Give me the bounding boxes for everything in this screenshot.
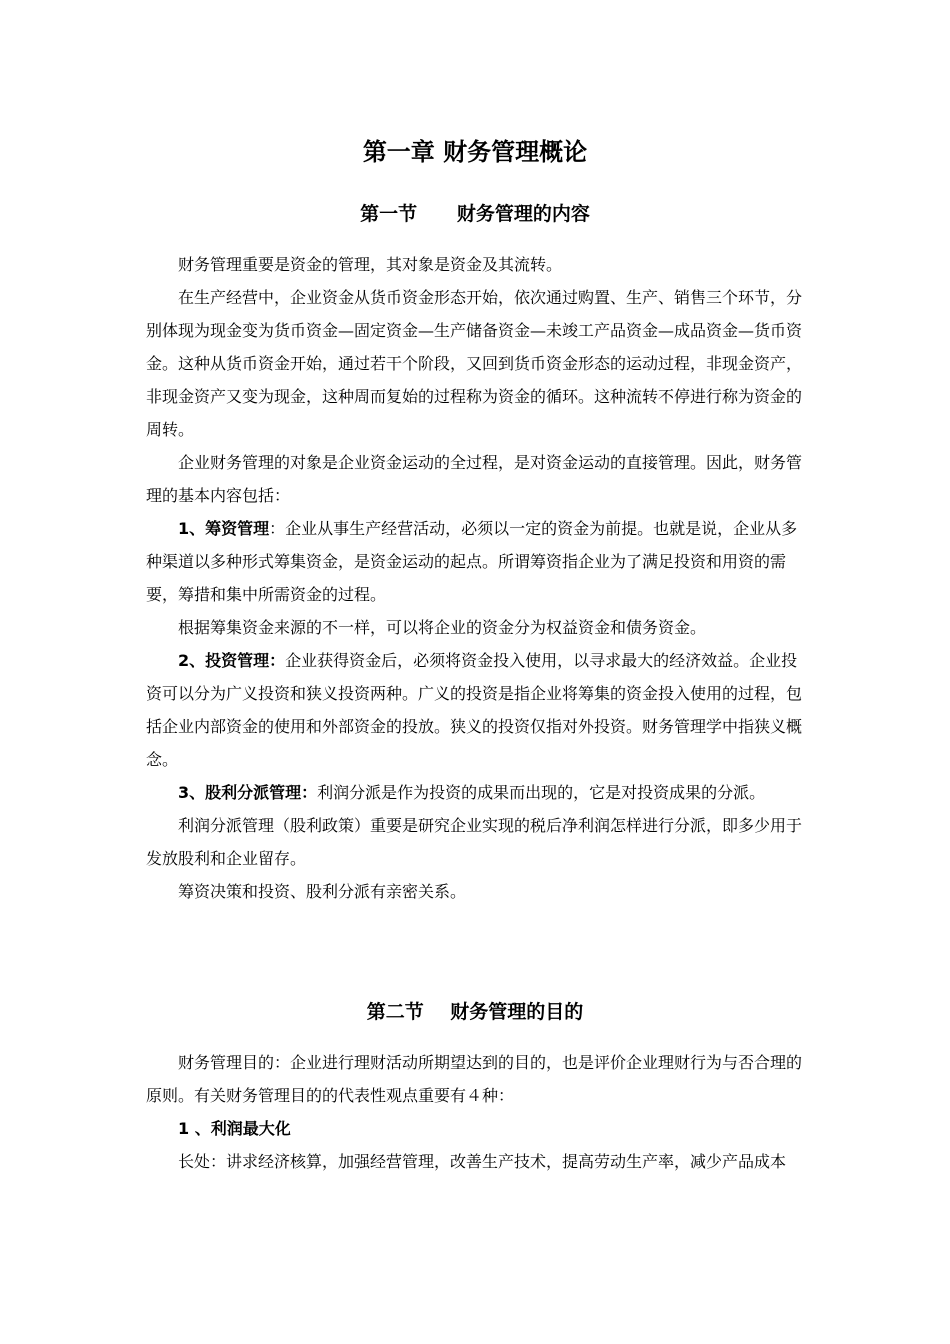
section2-title: 第二节 财务管理的目的: [366, 1001, 584, 1023]
section1-body: [146, 248, 810, 908]
paragraph: 利润分派管理（股利政策）重要是研究企业实现的税后净利润怎样进行分派，即多少用于发放股利和企业留存。: [146, 816, 803, 868]
definition-text-2: 有关财务管理目的的代表性观点重要有４种：: [194, 1086, 515, 1105]
definition-label: 财务管理目的: [178, 1053, 275, 1072]
paragraph: 在生产经营中，企业资金从货币资金形态开始，依次通过购置、生产、销售三个环节，分别体现为现金变为货币资金—固定资金—生产储备资金—未竣工产品资金—成品资金—货币资金。这种从货币资金开始，通过若干个阶段，又回到货币资金形态的运动过程，非现金资产，非现金资产又变为现金，这种周而复始的过程称为资金的循环。这种流转不停进行称为资金的周转。: [146, 288, 803, 439]
item-label: 1、筹资管理: [178, 519, 270, 538]
item-text: 企业获得资金后，必须将资金投入使用，以寻求最大的经济效益。企业投资可以分为广义投资和狭义投资两种。广义的投资是指企业将筹集的资金投入使用的过程，包括企业内部资金的使用和外部资金的投放。狭义的投资仅指对外投资。财务管理学中指狭义概念。: [146, 651, 803, 769]
section1-title: 第一节 财务管理的内容: [360, 203, 590, 225]
paragraph: 根据筹集资金来源的不一样，可以将企业的资金分为权益资金和债务资金。: [178, 618, 707, 637]
definition-text: ：企业进行理财活动所期望达到的目的，也是评价企业理财行为与否合理的原则。: [146, 1053, 803, 1105]
list-item-financing: [146, 512, 810, 611]
chapter-title: 第一章 财务管理概论: [362, 138, 588, 166]
item-label: 3、股利分派管理：: [178, 783, 318, 802]
section2-body: [146, 1046, 810, 1178]
list-item-dividend: [146, 776, 810, 809]
paragraph: 财务管理重要是资金的管理，其对象是资金及其流转。: [178, 255, 563, 274]
subheading-profit-max: 1 、利润最大化: [178, 1119, 291, 1138]
paragraph: 筹资决策和投资、股利分派有亲密关系。: [178, 882, 467, 901]
item-label: 2、投资管理：: [178, 651, 286, 670]
definition-paragraph: [146, 1046, 810, 1112]
item-text: ：企业从事生产经营活动，必须以一定的资金为前提。也就是说，企业从多种渠道以多种形式筹集资金，是资金运动的起点。所谓筹资指企业为了满足投资和用资的需要，筹措和集中所需资金的过程。: [146, 519, 798, 604]
item-text: 利润分派是作为投资的成果而出现的，它是对投资成果的分派。: [317, 783, 766, 802]
paragraph: 长处：讲求经济核算，加强经营管理，改善生产技术，提高劳动生产率，减少产品成本: [178, 1152, 787, 1171]
paragraph: 企业财务管理的对象是企业资金运动的全过程，是对资金运动的直接管理。因此，财务管理的基本内容包括：: [146, 453, 803, 505]
list-item-investment: [146, 644, 810, 776]
